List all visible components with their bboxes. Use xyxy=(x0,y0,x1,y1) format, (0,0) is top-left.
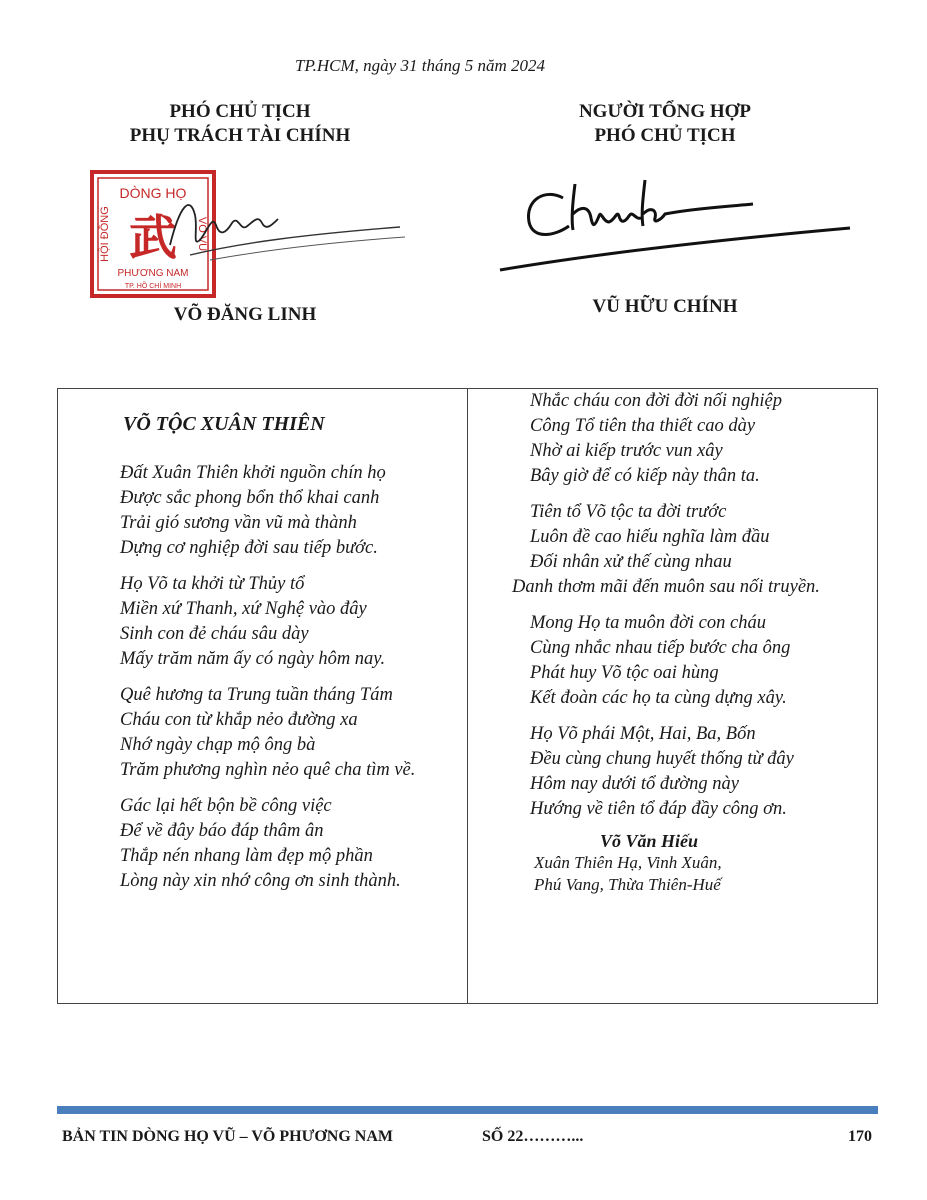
poem-line: Sinh con đẻ cháu sâu dày xyxy=(120,624,309,644)
poem-line: Nhờ ai kiếp trước vun xây xyxy=(530,441,723,461)
poem-right-column xyxy=(512,389,874,896)
left-signatory-name: VÕ ĐĂNG LINH xyxy=(173,304,317,325)
poem-line: Trăm phương nghìn nẻo quê cha tìm về. xyxy=(120,760,416,780)
dateline: TP.HCM, ngày 31 tháng 5 năm 2024 xyxy=(295,56,545,75)
poem-line: Công Tổ tiên tha thiết cao dày xyxy=(530,416,756,436)
poem-line: Gác lại hết bộn bề công việc xyxy=(120,796,332,816)
poem-line: Mấy trăm năm ấy có ngày hôm nay. xyxy=(120,649,386,669)
poem-line: Được sắc phong bổn thổ khai canh xyxy=(120,488,380,508)
poem-line: Để về đây báo đáp thâm ân xyxy=(120,821,324,841)
poem-line: Cùng nhắc nhau tiếp bước cha ông xyxy=(530,638,791,658)
seal-bottom-text-2: TP. HỒ CHÍ MINH xyxy=(124,283,182,290)
poem-line: Nhớ ngày chạp mộ ông bà xyxy=(120,735,316,755)
poem-line: Đối nhân xử thế cùng nhau xyxy=(530,552,732,572)
poem-line: Nhắc cháu con đời đời nối nghiệp xyxy=(530,391,782,411)
seal-bottom-text: PHƯƠNG NAM xyxy=(117,268,189,279)
left-title-line2: PHỤ TRÁCH TÀI CHÍNH xyxy=(129,125,351,146)
poem-title: VÕ TỘC XUÂN THIÊN xyxy=(123,413,325,435)
poem-line: Đều cùng chung huyết thống từ đây xyxy=(530,749,794,769)
poem-line: Lòng này xin nhớ công ơn sinh thành. xyxy=(120,871,401,891)
footer-bar xyxy=(57,1106,878,1114)
seal-center-character: 武 xyxy=(128,210,178,266)
poem-line: Phát huy Võ tộc oai hùng xyxy=(530,663,719,683)
poem-author: Võ Văn Hiếu xyxy=(600,831,699,851)
right-handwritten-signature xyxy=(495,170,855,280)
left-handwritten-signature xyxy=(150,185,410,275)
poem-left-column xyxy=(120,461,465,905)
poem-line: Hướng về tiên tổ đáp đầy công ơn. xyxy=(530,799,787,819)
poem-stanza xyxy=(512,722,874,822)
seal-left-text: HỘI ĐỒNG xyxy=(99,206,111,262)
poem-line: Mong Họ ta muôn đời con cháu xyxy=(530,613,766,633)
left-signatory-title xyxy=(60,100,420,148)
poem-line: Luôn đề cao hiếu nghĩa làm đầu xyxy=(530,527,770,547)
poem-stanza xyxy=(120,461,465,561)
left-title-line1: PHÓ CHỦ TỊCH xyxy=(169,101,311,122)
address-line: Xuân Thiên Hạ, Vinh Xuân, xyxy=(534,853,722,872)
poem-line: Họ Võ ta khởi từ Thủy tổ xyxy=(120,574,305,594)
right-signatory-title xyxy=(480,100,850,148)
right-title-line1: NGƯỜI TỔNG HỢP xyxy=(578,101,752,122)
poem-stanza xyxy=(512,389,874,489)
poem-line: Dựng cơ nghiệp đời sau tiếp bước. xyxy=(120,538,378,558)
poem-line: Họ Võ phái Một, Hai, Ba, Bốn xyxy=(530,724,756,744)
publication-name: BẢN TIN DÒNG HỌ VŨ – VÕ PHƯƠNG NAM xyxy=(62,1128,393,1145)
poem-line: Kết đoàn các họ ta cùng dựng xây. xyxy=(530,688,787,708)
poem-column-divider xyxy=(467,388,468,1004)
page-number: 170 xyxy=(848,1128,872,1145)
right-signatory-name: VŨ HỮU CHÍNH xyxy=(592,296,738,317)
poem-stanza xyxy=(120,794,465,894)
address-line: Phú Vang, Thừa Thiên-Huế xyxy=(534,875,721,894)
right-title-line2: PHÓ CHỦ TỊCH xyxy=(594,125,736,146)
poem-line: Cháu con từ khắp nẻo đường xa xyxy=(120,710,358,730)
poem-line: Trải gió sương vần vũ mà thành xyxy=(120,513,357,533)
poem-stanza xyxy=(512,611,874,711)
seal-right-text: VÕ VŨ xyxy=(196,216,208,252)
poem-author-address xyxy=(512,852,874,896)
poem-line: Đất Xuân Thiên khởi nguồn chín họ xyxy=(120,463,386,483)
poem-line: Miền xứ Thanh, xứ Nghệ vào đây xyxy=(120,599,367,619)
poem-stanza xyxy=(512,500,874,600)
issue-number: SỐ 22………... xyxy=(482,1128,584,1145)
poem-line: Quê hương ta Trung tuần tháng Tám xyxy=(120,685,393,705)
seal-top-text: DÒNG HỌ xyxy=(119,185,187,201)
poem-line: Bây giờ để có kiếp này thân ta. xyxy=(530,466,760,486)
poem-line: Hôm nay dưới tổ đường này xyxy=(530,774,739,794)
poem-line: Tiên tổ Võ tộc ta đời trước xyxy=(530,502,727,522)
poem-line: Danh thơm mãi đến muôn sau nối truyền. xyxy=(512,577,820,597)
poem-line: Thắp nén nhang làm đẹp mộ phần xyxy=(120,846,373,866)
poem-stanza xyxy=(120,683,465,783)
poem-stanza xyxy=(120,572,465,672)
